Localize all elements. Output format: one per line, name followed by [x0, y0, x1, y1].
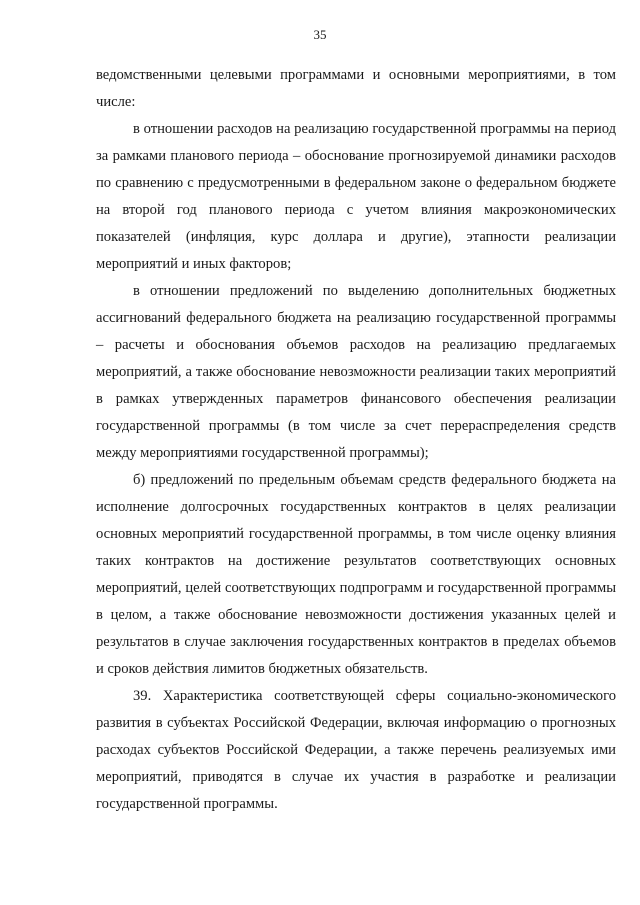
paragraph-long-term-contracts: б) предложений по предельным объемам средств федерального бюджета на исполнение долгосрочных государственных контрактов в целях реализации основных мероприятий государственной программы, в том числе оценку влияния таких контрактов на достижение результатов соответствующих основных мероприятий, целей соответствующих подпрограмм и государственной программы в целом, а также обоснование невозможности достижения указанных целей и результатов в случае заключения государственных контрактов в пределах объемов и сроков действия лимитов бюджетных обязательств.: [96, 472, 616, 677]
paragraph-expenses-beyond-planning-period: в отношении расходов на реализацию государственной программы на период за рамками планового периода – обоснование прогнозируемой динамики расходов по сравнению с предусмотренными в федеральном законе о федеральном бюджете на второй год планового периода с учетом влияния макроэкономических показателей (инфляция, курс доллара и другие), этапности реализации мероприятий и иных факторов;: [96, 121, 616, 272]
document-body: [96, 62, 616, 818]
paragraph-continuation: ведомственными целевыми программами и основными мероприятиями, в том числе:: [96, 67, 616, 110]
paragraph-additional-allocations: в отношении предложений по выделению дополнительных бюджетных ассигнований федерального бюджета на реализацию государственной программы – расчеты и обоснования объемов расходов на реализацию предлагаемых мероприятий, а также обоснование невозможности реализации таких мероприятий в рамках утвержденных параметров финансового обеспечения реализации государственной программы (в том числе за счет перераспределения средств между мероприятиями государственной программы);: [96, 283, 616, 461]
paragraph-item-39: 39. Характеристика соответствующей сферы социально-экономического развития в субъектах Российской Федерации, включая информацию о прогнозных расходах субъектов Российской Федерации, а также перечень реализуемых ими мероприятий, приводятся в случае их участия в разработке и реализации государственной программы.: [96, 688, 616, 812]
page-number: 35: [313, 27, 327, 42]
